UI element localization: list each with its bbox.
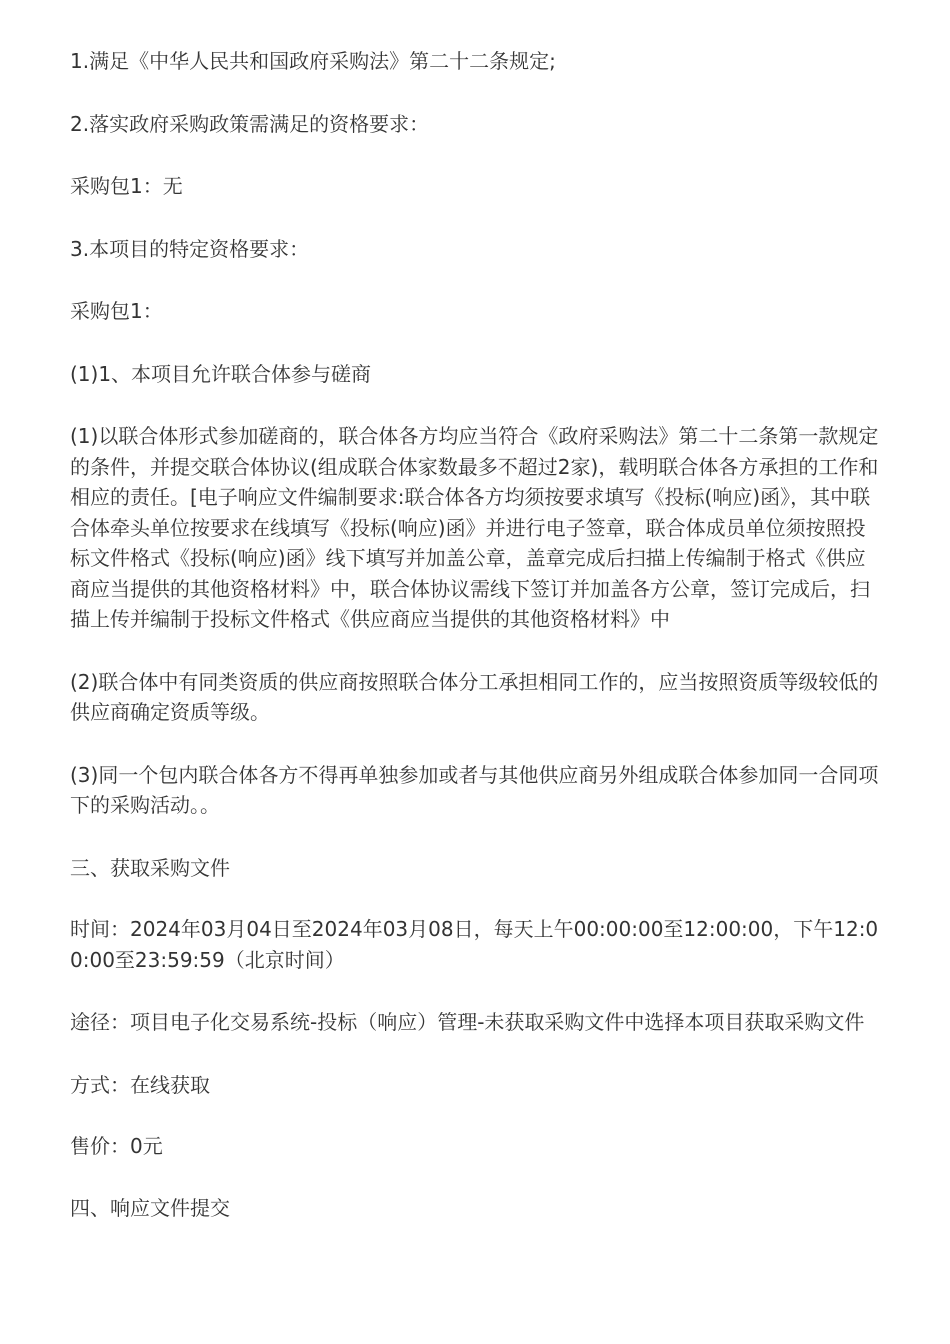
- paragraph-price: 售价：0元: [70, 1134, 163, 1158]
- paragraph-consortium-restriction: (3)同一个包内联合体各方不得再单独参加或者与其他供应商另外组成联合体参加同一合同项下的采购活动。。: [70, 762, 879, 817]
- section-heading-obtain-documents: 三、获取采购文件: [70, 855, 230, 880]
- paragraph-package1-none: 采购包1：无: [70, 174, 183, 198]
- paragraph-obtain-channel: 途径：项目电子化交易系统-投标（响应）管理-未获取采购文件中选择本项目获取采购文件: [70, 1010, 865, 1034]
- section-heading-submit-response: 四、响应文件提交: [70, 1195, 230, 1220]
- paragraph-obtain-time: 时间：2024年03月04日至2024年03月08日，每天上午00:00:00至12:00:00，下午12:00:00至23:59:59（北京时间）: [70, 917, 879, 972]
- paragraph-package1: 采购包1：: [70, 299, 163, 323]
- paragraph-specific-requirements: 3.本项目的特定资格要求：: [70, 236, 310, 261]
- paragraph-policy-requirements: 2.落实政府采购政策需满足的资格要求：: [70, 111, 430, 136]
- paragraph-obtain-method: 方式：在线获取: [70, 1072, 210, 1097]
- paragraph-consortium-qualification-level: (2)联合体中有同类资质的供应商按照联合体分工承担相同工作的，应当按照资质等级较低的供应商确定资质等级。: [70, 669, 879, 724]
- paragraph-qualification-law: 1.满足《中华人民共和国政府采购法》第二十二条规定;: [70, 49, 556, 73]
- paragraph-consortium-conditions: (1)以联合体形式参加磋商的，联合体各方均应当符合《政府采购法》第二十二条第一款规定的条件，并提交联合体协议(组成联合体家数最多不超过2家)，载明联合体各方承担的工作和相应的责任。[电子响应文件编制要求:联合体各方均须按要求填写《投标(响应)函》，其中联合体牵头单位按要求在线填写《投标(响应)函》并进行电子签章，联合体成员单位须按照投标文件格式《投标(响应)函》线下填写并加盖公章，盖章完成后扫描上传编制于格式《供应商应当提供的其他资格材料》中，联合体协议需线下签订并加盖各方公章，签订完成后，扫描上传并编制于投标文件格式《供应商应当提供的其他资格材料》中: [70, 424, 879, 631]
- paragraph-consortium-allowed: (1)1、本项目允许联合体参与磋商: [70, 361, 372, 386]
